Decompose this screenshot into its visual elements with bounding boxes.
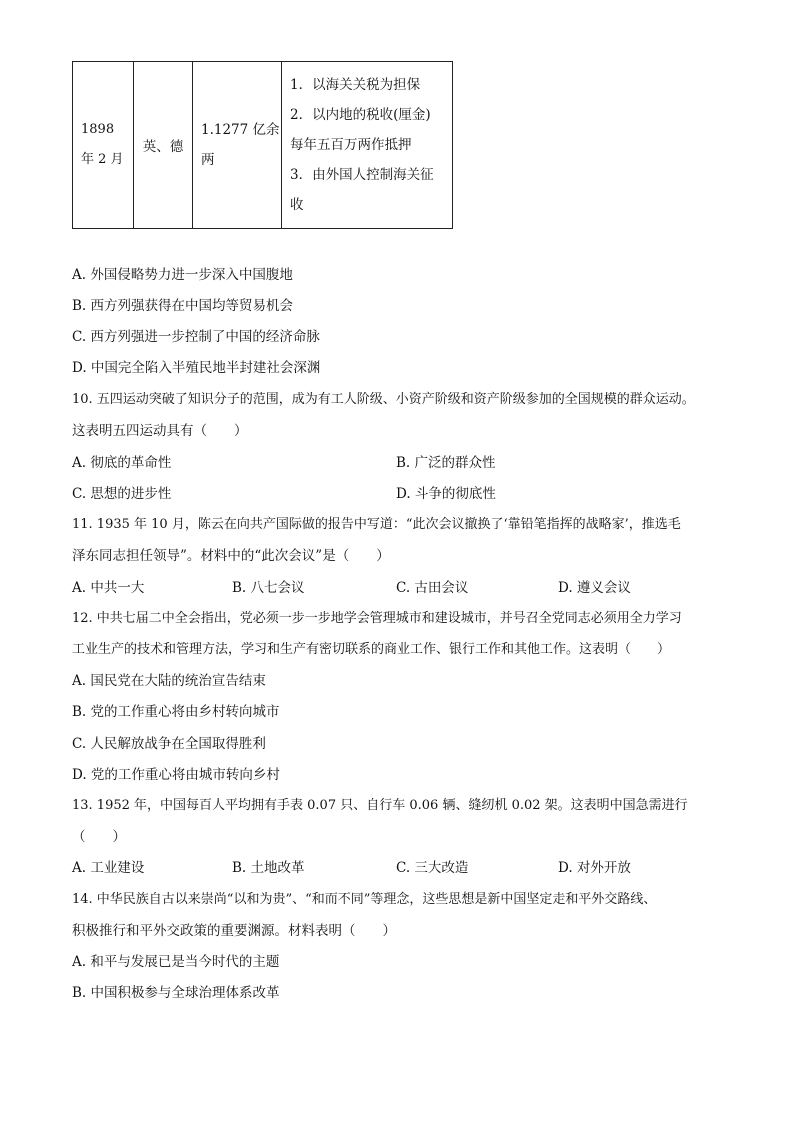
q12-stem-line-2: 工业生产的技术和管理方法，学习和生产有密切联系的商业工作、银行工作和其他工作。这表明（ ）	[72, 642, 671, 657]
q13-option-d: D. 对外开放	[558, 860, 631, 876]
date-cell	[73, 62, 134, 229]
q11-option-a: A. 中共一大	[72, 580, 145, 596]
country-cell	[134, 62, 193, 229]
table-row	[73, 62, 453, 229]
q10-stem-line-2: 这表明五四运动具有（ ）	[72, 423, 248, 439]
q14-option-b: B. 中国积极参与全球治理体系改革	[72, 985, 280, 1001]
amount-cell	[193, 62, 282, 229]
q14-stem-line-2: 积极推行和平外交政策的重要渊源。材料表明（ ）	[72, 923, 396, 939]
q11-option-b: B. 八七会议	[232, 580, 305, 596]
q11-stem-line-1: 11. 1935 年 10 月，陈云在向共产国际做的报告中写道：“此次会议撤换了‘靠铅笔指挥的战略家’，推选毛	[72, 517, 681, 532]
q9-option-b: B. 西方列强获得在中国均等贸易机会	[72, 298, 294, 314]
loan-table	[72, 61, 453, 229]
q10-option-c: C. 思想的进步性	[72, 486, 172, 502]
q9-option-c: C. 西方列强进一步控制了中国的经济命脉	[72, 329, 320, 345]
terms-line-4: 3．由外国人控制海关征	[290, 167, 434, 183]
q13-stem-line-2: （ ）	[72, 829, 126, 845]
q10-option-a: A. 彻底的革命性	[72, 455, 172, 471]
terms-line-5: 收	[290, 197, 304, 213]
q12-stem-line-1: 12. 中共七届二中全会指出，党必须一步一步地学会管理城市和建设城市，并号召全党同志必须用全力学习	[72, 611, 682, 626]
amount-line-2: 两	[201, 152, 215, 168]
date-month: 年 2 月	[81, 152, 124, 167]
q12-option-c: C. 人民解放战争在全国取得胜利	[72, 736, 266, 752]
q10-option-d: D. 斗争的彻底性	[396, 486, 496, 502]
terms-line-2: 2．以内地的税收(厘金)	[290, 107, 431, 123]
q12-option-d: D. 党的工作重心将由城市转向乡村	[72, 767, 280, 783]
terms-line-1: 1．以海关关税为担保	[290, 77, 421, 93]
terms-line-3: 每年五百万两作抵押	[290, 137, 412, 153]
terms-cell	[282, 62, 453, 229]
q9-option-d: D. 中国完全陷入半殖民地半封建社会深渊	[72, 360, 321, 376]
amount-line-1: 1.1277 亿余	[201, 122, 280, 138]
q12-option-b: B. 党的工作重心将由乡村转向城市	[72, 704, 280, 720]
q14-option-a: A. 和平与发展已是当今时代的主题	[72, 954, 280, 970]
country-text: 英、德	[142, 139, 184, 155]
q12-option-a: A. 国民党在大陆的统治宣告结束	[72, 673, 266, 689]
q13-option-b: B. 土地改革	[232, 860, 305, 876]
q10-option-b: B. 广泛的群众性	[396, 455, 496, 471]
q14-stem-line-1: 14. 中华民族自古以来崇尚“以和为贵”、“和而不同”等理念，这些思想是新中国坚定走和平外交路线、	[72, 892, 657, 907]
q13-option-c: C. 三大改造	[396, 860, 469, 876]
q10-stem-line-1: 10. 五四运动突破了知识分子的范围，成为有工人阶级、小资产阶级和资产阶级参加的全国规模的群众运动。	[72, 392, 695, 407]
q9-option-a: A. 外国侵略势力进一步深入中国腹地	[72, 267, 293, 283]
q13-option-a: A. 工业建设	[72, 860, 145, 876]
date-year: 1898	[81, 122, 115, 137]
q11-option-c: C. 古田会议	[396, 580, 469, 596]
q13-stem-line-1: 13. 1952 年，中国每百人平均拥有手表 0.07 只、自行车 0.06 辆、缝纫机 0.02 架。这表明中国急需进行	[72, 798, 688, 813]
q11-stem-line-2: 泽东同志担任领导”。材料中的“此次会议”是（ ）	[72, 548, 390, 564]
q11-option-d: D. 遵义会议	[558, 580, 631, 596]
